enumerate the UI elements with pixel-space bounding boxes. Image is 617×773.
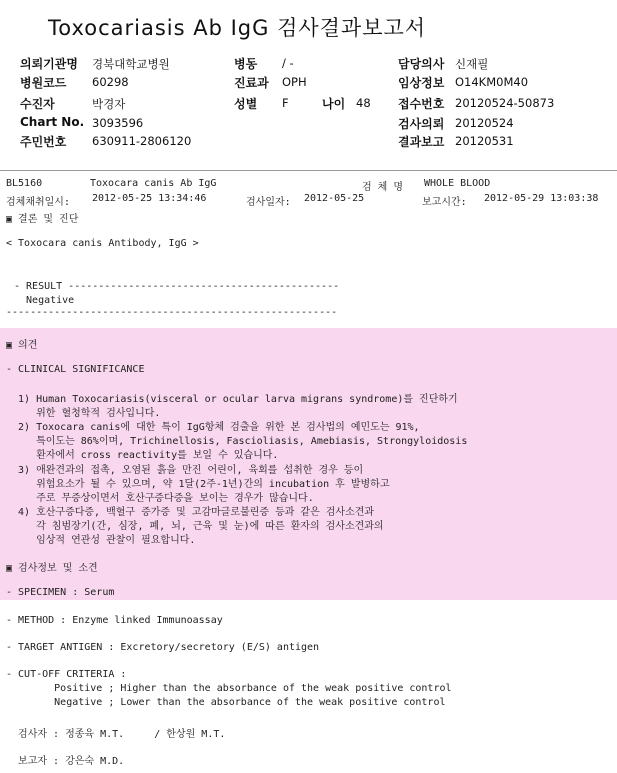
hospital-label: 의뢰기관명 (20, 57, 78, 71)
method-info: - METHOD : Enzyme linked Immunoassay (6, 615, 223, 626)
request-label: 검사의뢰 (398, 117, 445, 131)
clinical-significance-line: 위험요소가 될 수 있으며, 약 1달(2주-1년)간의 incubation 후 발병하고 (6, 479, 390, 490)
id-value: 630911-2806120 (92, 134, 192, 148)
reporter-line: 보고자 : 강은숙 M.D. (6, 756, 125, 767)
patient-label: 수진자 (20, 97, 55, 111)
tester-line: 검사자 : 정종육 M.T. / 한상원 M.T. (6, 729, 226, 740)
id-label: 주민번호 (20, 135, 67, 149)
opinion-section-title: ▣ 의견 (6, 340, 38, 351)
report-time-value: 2012-05-29 13:03:38 (484, 193, 599, 204)
age-label: 나이 (322, 97, 346, 111)
test-date-label: 검사일자: (246, 197, 291, 208)
ward-value: / - (282, 56, 294, 70)
age-value: 48 (356, 96, 371, 110)
ward-label: 병동 (234, 57, 258, 71)
doctor-value: 신재필 (455, 57, 489, 71)
clinical-significance-line: 주로 무증상이면서 호산구증다증을 보이는 경우가 많습니다. (6, 493, 314, 504)
analyte-name: < Toxocara canis Antibody, IgG > (6, 238, 199, 249)
doctor-label: 담당의사 (398, 57, 445, 71)
dept-value: OPH (282, 75, 307, 89)
receipt-value: 20120524-50873 (455, 96, 555, 110)
specimen-value: WHOLE BLOOD (424, 178, 491, 189)
clinical-significance-line: 각 침범장기(간, 심장, 폐, 뇌, 근육 및 눈)에 따른 환자의 검사소견과의 (6, 521, 384, 532)
result-header: - RESULT --------------------------------------------- (14, 281, 340, 292)
report-title: Toxocariasis Ab IgG 검사결과보고서 (48, 16, 427, 40)
receipt-label: 접수번호 (398, 97, 445, 111)
specimen-info: - SPECIMEN : Serum (6, 587, 115, 598)
report-time-label: 보고시간: (422, 197, 467, 208)
sex-value: F (282, 96, 289, 110)
hospital-value: 경북대학교병원 (92, 57, 170, 71)
clinical-significance-line: 환자에서 cross reactivity를 보일 수 있습니다. (6, 450, 279, 461)
code-label: 병원코드 (20, 76, 67, 90)
clinical-significance-line: 위한 혈청학적 검사입니다. (6, 408, 161, 419)
antigen-info: - TARGET ANTIGEN : Excretory/secretory (E/S) antigen (6, 642, 320, 653)
clinical-significance-title: - CLINICAL SIGNIFICANCE (6, 364, 145, 375)
clinical-significance-line: 1) Human Toxocariasis(visceral or ocular larva migrans syndrome)를 진단하기 (6, 394, 458, 405)
clinical-significance-line: 특이도는 86%이며, Trichinellosis, Fascioliasis, Amebiasis, Strongyloidosis (6, 436, 468, 447)
clinical-label: 임상정보 (398, 76, 445, 90)
patient-value: 박경자 (92, 97, 126, 111)
chart-value: 3093596 (92, 116, 144, 130)
code-value: 60298 (92, 75, 129, 89)
collect-value: 2012-05-25 13:34:46 (92, 193, 207, 204)
sex-label: 성별 (234, 97, 258, 111)
report-value: 20120531 (455, 134, 514, 148)
clinical-significance-line: 3) 애완견과의 접촉, 오염된 흙을 만진 어린이, 육회를 섭취한 경우 등이 (6, 465, 364, 476)
result-value: Negative (14, 295, 75, 306)
result-section-title: ▣ 결론 및 진단 (6, 214, 79, 225)
request-value: 20120524 (455, 116, 514, 130)
collect-label: 검체채취일시: (6, 197, 70, 208)
header-divider (0, 170, 617, 171)
test-name: Toxocara canis Ab IgG (90, 178, 217, 189)
clinical-value: O14KM0M40 (455, 75, 529, 89)
chart-label: Chart No. (20, 115, 85, 129)
dept-label: 진료과 (234, 76, 269, 90)
cutoff-title: - CUT-OFF CRITERIA : (6, 669, 127, 680)
test-date-value: 2012-05-25 (304, 193, 365, 204)
info-section-title: ▣ 검사정보 및 소견 (6, 563, 98, 574)
test-code: BL5160 (6, 178, 43, 189)
result-divider: ------------------------------------------------------- (6, 307, 338, 318)
cutoff-positive: Positive ; Higher than the absorbance of the weak positive control (6, 683, 452, 694)
report-label: 결과보고 (398, 135, 445, 149)
clinical-significance-line: 4) 호산구증다증, 백혈구 증가증 및 고감마글로불린증 등과 같은 검사소견과 (6, 507, 375, 518)
clinical-significance-line: 2) Toxocara canis에 대한 특이 IgG항체 검출을 위한 본 검사법의 예민도는 91%, (6, 422, 420, 433)
cutoff-negative: Negative ; Lower than the absorbance of the weak positive control (6, 697, 446, 708)
specimen-label: 검 체 명 (362, 182, 404, 193)
clinical-significance-line: 임상적 연관성 관찰이 필요합니다. (6, 535, 196, 546)
